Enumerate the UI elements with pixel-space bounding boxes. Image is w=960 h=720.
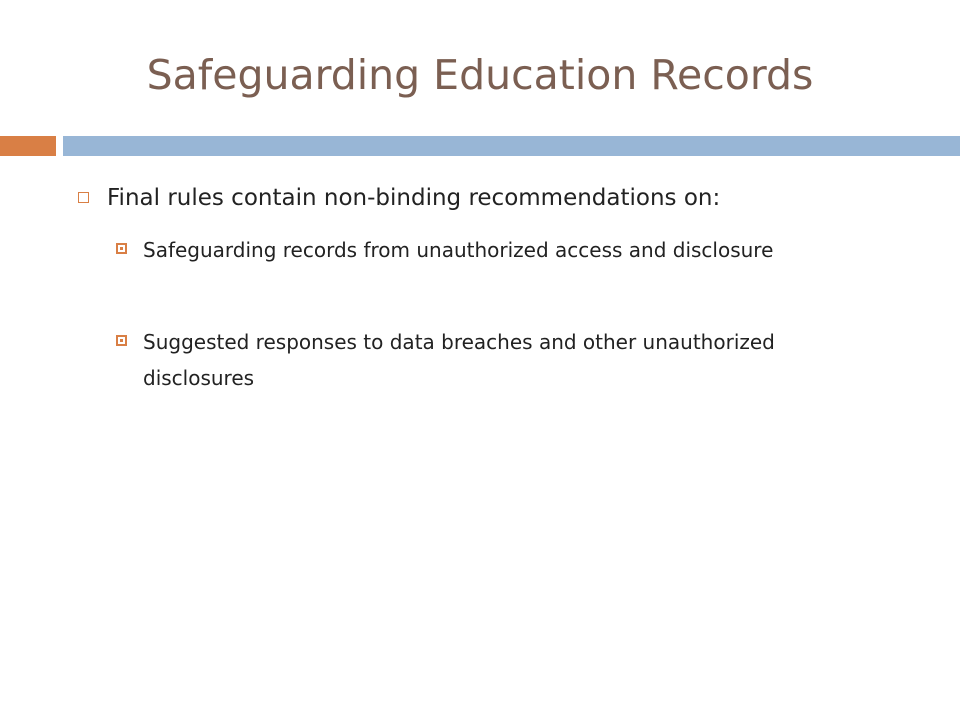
- bullet-text: Final rules contain non-binding recommendations on:: [107, 185, 721, 211]
- sub-bullet-text: Safeguarding records from unauthorized access and disclosure: [143, 238, 774, 262]
- title-accent-bar: [0, 136, 56, 156]
- slide-title: Safeguarding Education Records: [146, 51, 814, 99]
- hollow-square-icon: [78, 192, 89, 203]
- square-bullet-icon: [116, 335, 127, 346]
- sub-bullet-text: Suggested responses to data breaches and other unauthorized disclosures: [143, 330, 775, 390]
- bullet-item: [78, 178, 948, 218]
- sub-bullet-item: [116, 232, 916, 304]
- title-underline-bar: [63, 136, 960, 156]
- square-bullet-icon: [116, 243, 127, 254]
- sub-bullet-item: [116, 324, 916, 396]
